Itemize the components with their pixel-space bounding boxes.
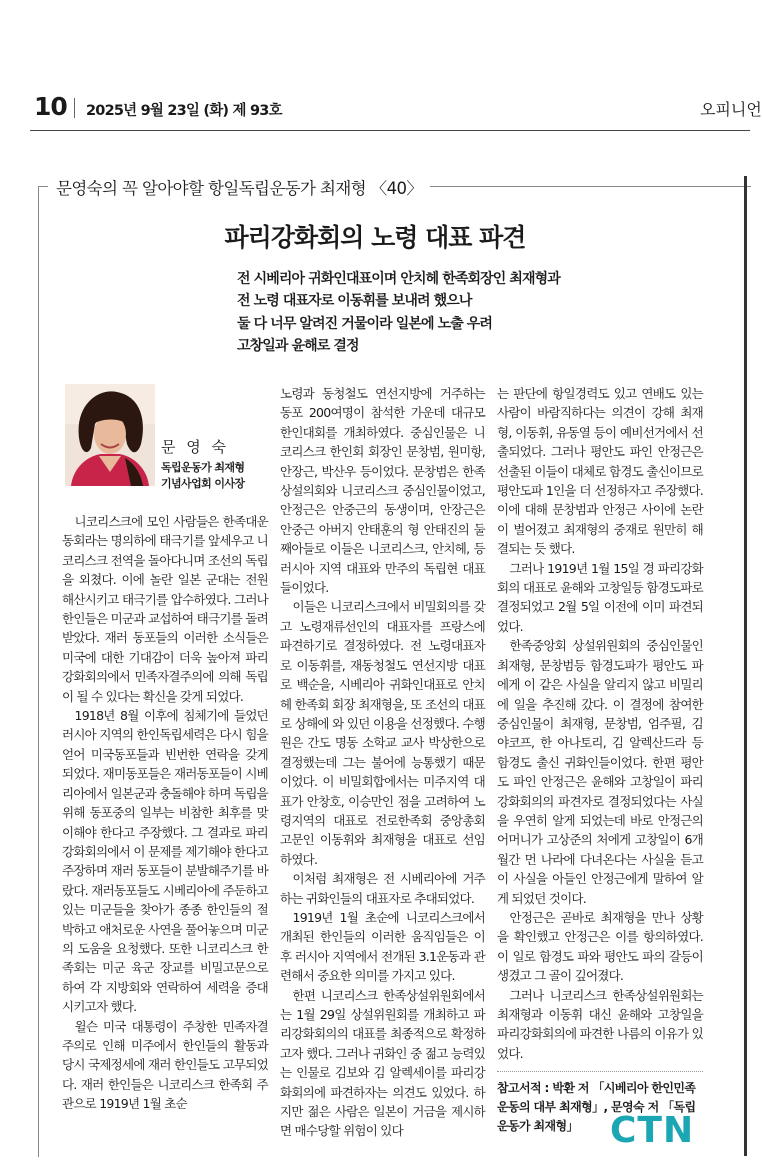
section-name: 오피니언: [700, 100, 762, 119]
page-header: [0, 92, 762, 126]
series-title: 문영숙의 꼭 알아야할 항일독립운동가 최재형 〈40〉: [48, 175, 430, 199]
subheadline-line: 전 노령 대표자로 이동휘를 보내려 했으나: [237, 293, 472, 310]
header-rule: [30, 130, 750, 131]
page-number: 10: [34, 92, 67, 121]
issue-dateline: 2025년 9월 23일 (화) 제 93호: [86, 103, 282, 119]
subheadline: [237, 268, 560, 357]
article-headline: 파리강화회의 노령 대표 파견: [224, 223, 526, 252]
right-frame-edge: [744, 176, 750, 1156]
author-name: 문 영 숙: [161, 438, 230, 456]
paragraph: 1918년 8월 이후에 침체기에 들었던 러시아 지역의 한인독립세력은 다시 힘을 얻어 미국동포들과 빈번한 연락을 갖게 되었다. 재미동포들은 재러동포들이 시베리아에서 일본군과 충돌해야 하며 독립을 위해 동포중의 일부는 비참한 최후를 맞이해야 한다고 주장했다. 그 결과로 파리강화회의에서 이 문제를 제기해야 한다고 주장하며 재러 동포들이 분발해주기를 바랐다. 재러동포들도 시베리아에 주둔하고 있는 미군들을 찾아가 종종 한인들의 절박하고 애처로운 사연을 풀어놓으며 미군의 도움을 요청했다. 또한 니코리스크 한족회는 미군 육군 장교를 비밀고문으로 하여 각 지방회와 연락하여 세력을 증대시키고자 했다.: [62, 708, 268, 1015]
ctn-logo: CTN: [610, 1110, 695, 1151]
paragraph: 그러나 1919년 1월 15일 경 파리강화회의 대표로 윤해와 고창일등 함경도파로 결정되었고 2월 5일 이전에 이미 파견되었다.: [497, 560, 703, 634]
subheadline-line: 전 시베리아 귀화인대표이며 안치헤 한족회장인 최재형과: [237, 271, 560, 287]
paragraph: 그러나 니코리스크 한족상설위원회는 최재형과 이동휘 대신 윤해와 고창일을 파리강화회의에 파견한 나름의 이유가 있었다.: [497, 987, 703, 1061]
subheadline-line: 고창일과 윤해로 결정: [237, 337, 359, 354]
header-divider: [74, 98, 75, 118]
author-photo: [65, 384, 155, 486]
paragraph: 한족중앙회 상설위원회의 중심인물인 최재형, 문창범등 함경도파가 평안도 파에게 이 같은 사실을 알리지 않고 비밀리에 일을 추진해 갔다. 이 결정에 참여한 중심인물이 최재형, 문창범, 엄주필, 김 야코프, 한 아나토리, 김 알렉산드라 등 함경도 출신 귀화인들이었다. 한편 평안도 파인 안정근은 윤해와 고창일이 파리강화회의의 파견자로 결정되었다는 사실을 우연히 알게 되었는데 바로 안정근의 어머니가 고상준의 처에게 고창일이 6개월간 먼 나라에 다녀온다는 사실을 듣고 이 사실을 아들인 안정근에게 말하여 알게 되었던 것이다.: [497, 638, 703, 906]
article-column-3: [497, 384, 703, 1136]
paragraph: 한편 니코리스크 한족상설위원회에서는 1월 29일 상설위원회를 개최하고 파리강화회의의 대표를 최종적으로 확정하고자 했다. 그러나 귀화인 중 젊고 능력있는 인물로 김보와 김 알렉세이를 파리강화회의에 파견하자는 의견도 있었다. 하지만 젊은 사람은 일본이 거금을 제시하면 매수당할 위험이 있다: [280, 987, 485, 1139]
subheadline-line: 둘 다 너무 알려진 거물이라 일본에 노출 우려: [237, 315, 493, 332]
author-title: 기념사업회 이사장: [161, 477, 245, 490]
paragraph: 1919년 1월 초순에 니코리스크에서 개최된 한인들의 이러한 움직임들은 이후 러시아 지역에서 전개된 3.1운동과 관련해서 중요한 의미를 가지고 있다.: [280, 909, 485, 984]
paragraph: 는 판단에 항일경력도 있고 연배도 있는 사람이 바람직하다는 의견이 강해 최재형, 이동휘, 유동열 등이 예비선거에서 선출되었다. 그러나 평안도 파인 안정근은 선출된 이들이 대체로 함경도 출신이므로 평안도파 1인을 더 선정하자고 주장했다. 이에 대해 문창범과 안정근 사이에 논란이 벌어졌고 최재형의 중재로 원만히 해결되는 듯 했다.: [497, 386, 703, 557]
article-column-1: [62, 512, 268, 1114]
author-byline: [161, 436, 244, 492]
paragraph: 노령과 동청철도 연선지방에 거주하는 동포 200여명이 참석한 가운데 대규모 한인대회를 개최하였다. 중심인물은 니코리스크 한인회 회장인 문창범, 원미항, 안장근, 박산우 등이었다. 문창범은 한족상설의회와 니코리스크 중심인물이었고, 안정근은 안중근의 동생이며, 안장근은 안중근 아버지 안태훈의 형 안태진의 둘째아들로 이들은 니코리스크, 안치헤, 등 러시아 지역 대표와 만주의 독립현 대표들이었다.: [280, 386, 485, 596]
paragraph: 이처럼 최재형은 전 시베리아에 거주하는 귀화인들의 대표자로 추대되었다.: [280, 871, 485, 906]
reference-note: 참고서적 : 박환 저 「시베리아 한인민족운동의 대부 최재형」, 문영숙 저 「독립운동가 최재형」: [497, 1081, 696, 1134]
paragraph: 윌슨 미국 대통령이 주창한 민족자결주의로 인해 미주에서 한인들의 활동과 당시 국제정세에 재러 한인들도 고무되었다. 재러 한인들은 니코리스크 한족회 주관으로 1919년 1월 초순: [62, 1018, 268, 1112]
reference-divider: [497, 1071, 703, 1072]
paragraph: 니코리스크에 모인 사람들은 한족대운동회라는 명의하에 태극기를 앞세우고 니코리스크 전역을 돌아다니며 조선의 독립을 외쳤다. 이에 놀란 일본 군대는 전원 해산시키고 태극기를 압수하였다. 그러나 한인들은 미군과 교섭하여 태극기를 돌려받았다. 재러 동포들의 이러한 소식들은 미국에 대한 기대감이 더욱 높아져 파리강화회의에서 민족자결주의에 의해 독립이 될 수 있다는 확신을 갖게 되었다.: [62, 514, 268, 704]
paragraph: 이들은 니코리스크에서 비밀회의를 갖고 노령재류선인의 대표자를 프랑스에 파견하기로 결정하였다. 전 노령대표자로 이동휘를, 재동청철도 연선지방 대표로 백순을, 시베리아 귀화인대표로 안치헤 한족회 회장 최재형을, 또 조선의 대표로 상해에 와 있던 이용을 선정했다. 수행원은 간도 명동 소학교 교사 박상한으로 결정했는데 그는 불어에 능통했기 때문이었다. 이 비밀회합에서는 미주지역 대표가 안창호, 이승만인 점을 고려하여 노령지역의 대표로 전로한족회 중앙총회 고문인 이동휘와 최재형을 대표로 선임하였다.: [280, 599, 485, 867]
paragraph: 안정근은 곧바로 최재형을 만나 상황을 확인했고 안정근은 이를 항의하였다. 이 일로 함경도 파와 평안도 파의 갈등이 생겼고 그 골이 깊어졌다.: [497, 909, 703, 984]
author-title: 독립운동가 최재형: [161, 461, 245, 474]
article-column-2: [280, 384, 485, 1141]
